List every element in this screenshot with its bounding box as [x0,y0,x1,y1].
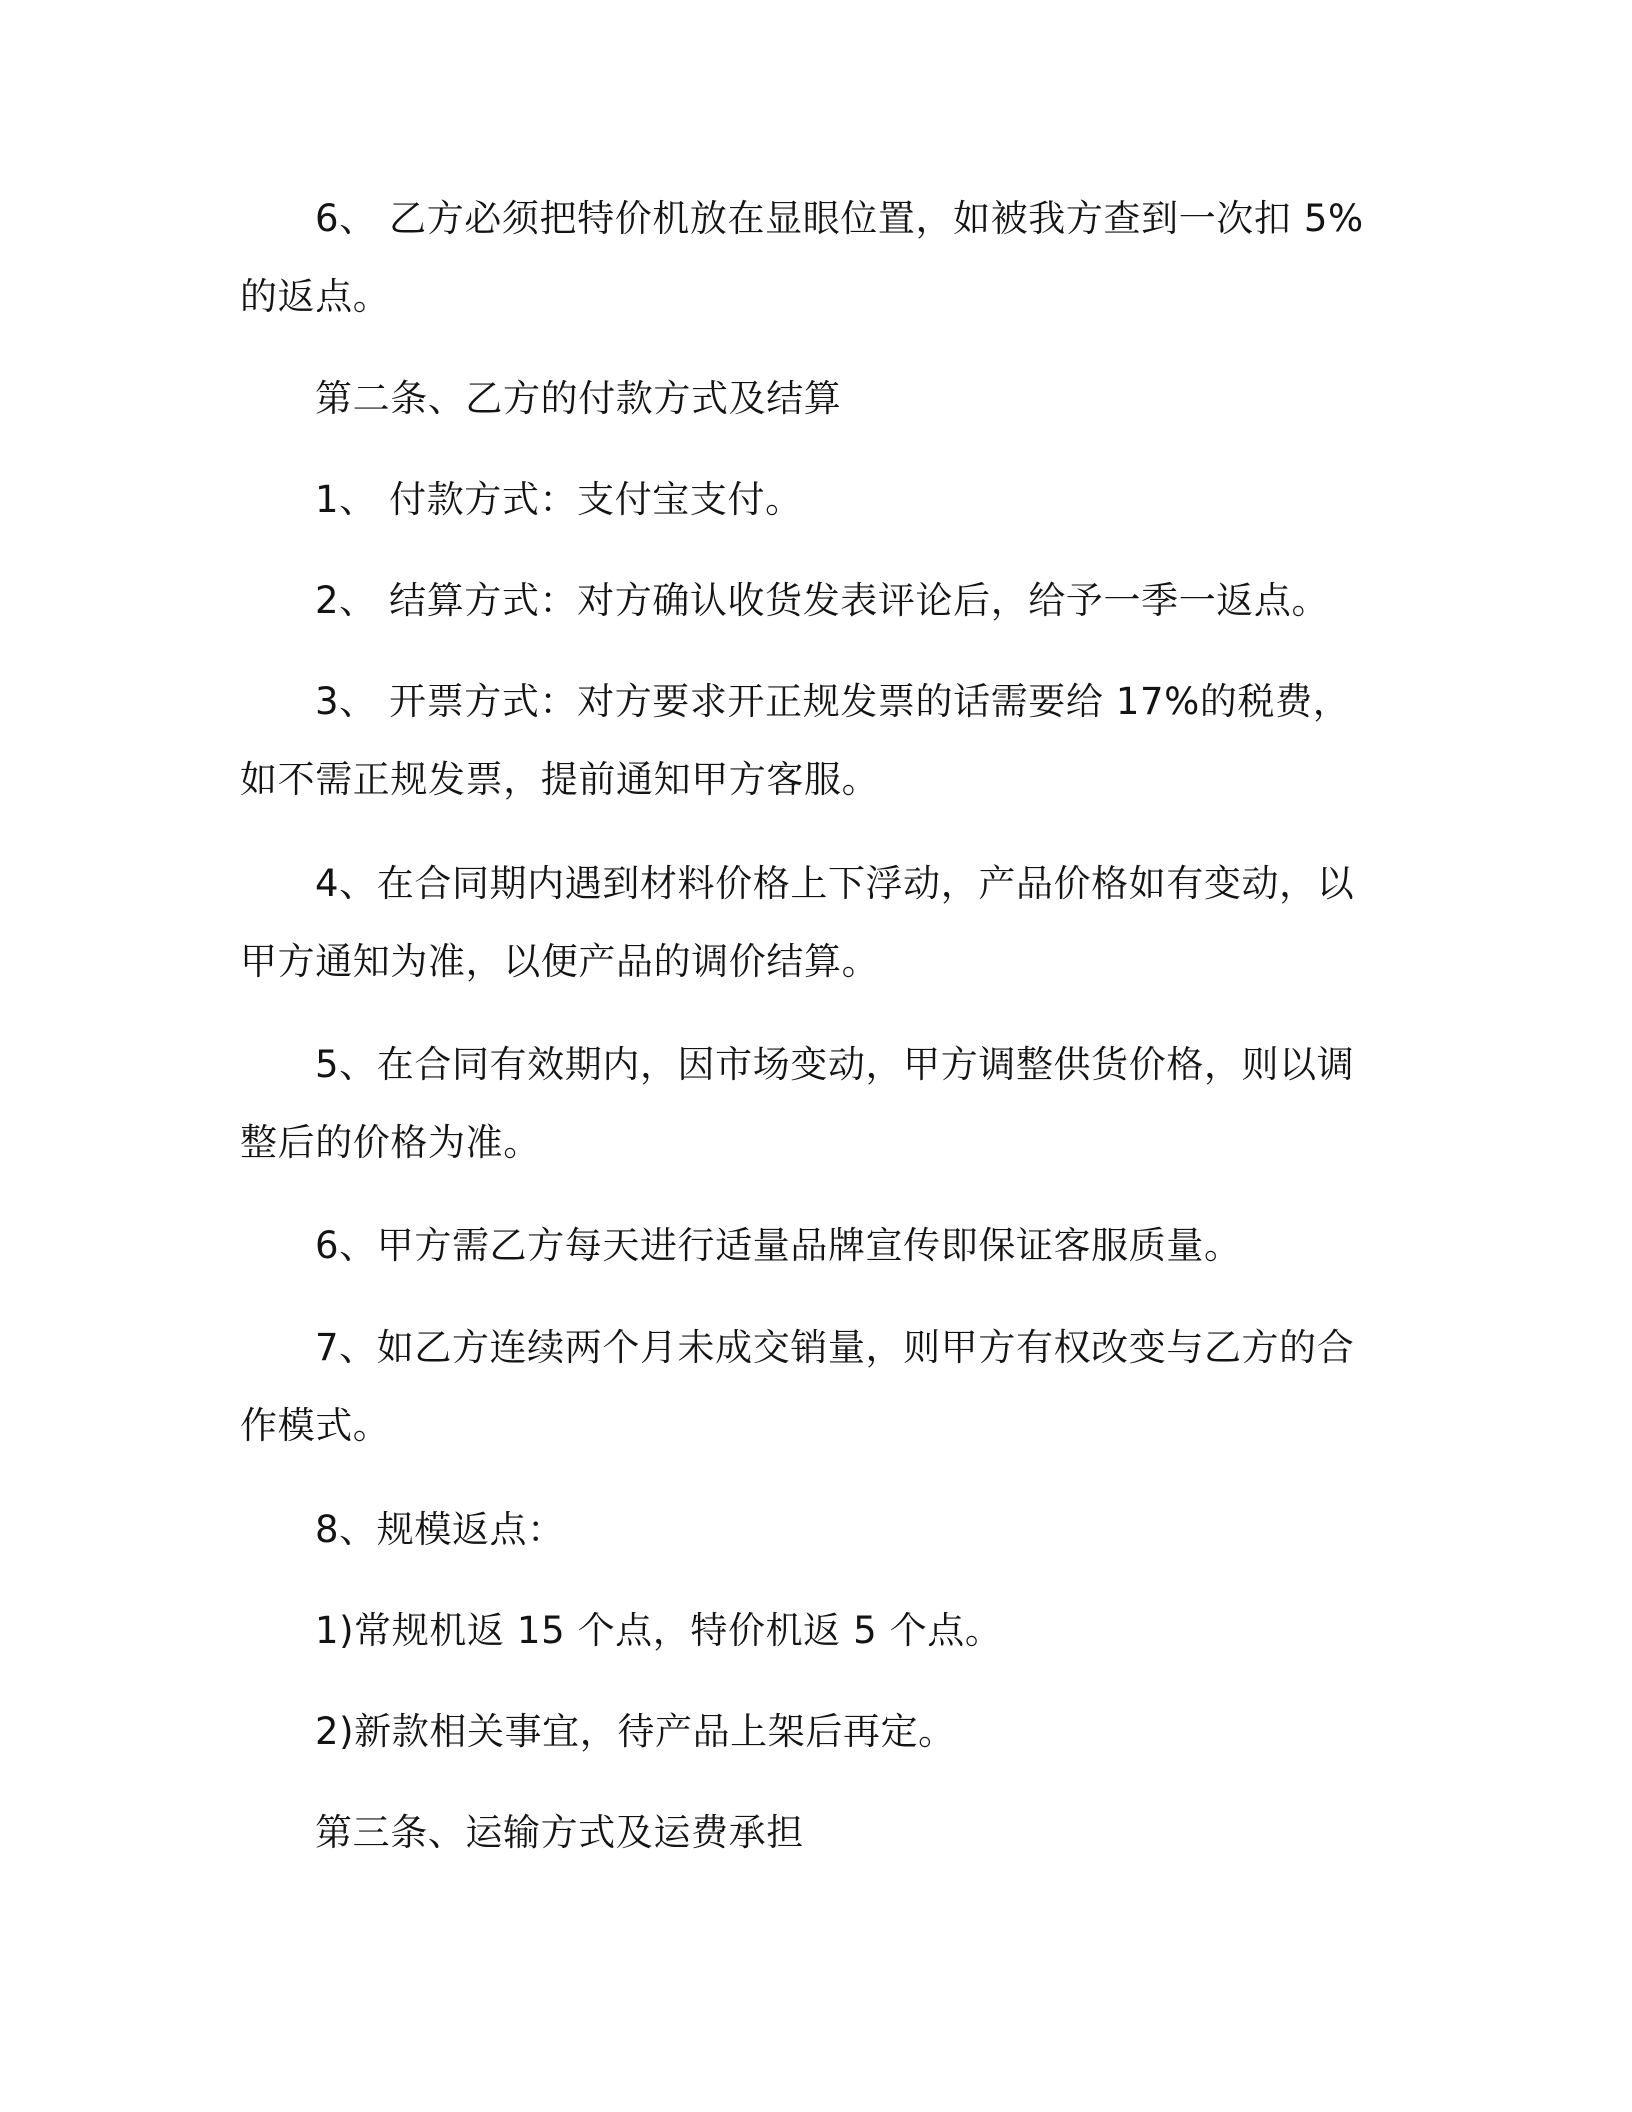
clause-item-2-settlement-method: 2、 结算方式：对方确认收货发表评论后，给予一季一返点。 [315,579,1330,622]
clause-item-7-cooperation-mode: 7、如乙方连续两个月未成交销量，则甲方有权改变与乙方的合作模式。 [240,1326,1355,1447]
clause-item-8-scale-rebate: 8、规模返点： [315,1508,565,1551]
clause-item-4-price-fluctuation: 4、在合同期内遇到材料价格上下浮动，产品价格如有变动，以甲方通知为准，以便产品的调价结算。 [240,862,1355,983]
clause-item-3-invoicing-method: 3、 开票方式：对方要求开正规发票的话需要给 17%的税费，如不需正规发票，提前通知甲方客服。 [240,680,1351,801]
rebate-sub-item-2: 2)新款相关事宜，待产品上架后再定。 [315,1710,956,1753]
clause-item-6-brand-promotion: 6、甲方需乙方每天进行适量品牌宣传即保证客服质量。 [315,1224,1242,1267]
clause-item-1-payment-method: 1、 付款方式：支付宝支付。 [315,478,803,521]
section-heading-article-2: 第二条、乙方的付款方式及结算 [315,377,842,420]
section-heading-article-3: 第三条、运输方式及运费承担 [315,1811,804,1854]
rebate-sub-item-1: 1)常规机返 15 个点，特价机返 5 个点。 [315,1609,1003,1652]
clause-item-5-supply-price-adjustment: 5、在合同有效期内，因市场变动，甲方调整供货价格，则以调整后的价格为准。 [240,1043,1355,1164]
clause-item-6-display-special-models: 6、 乙方必须把特价机放在显眼位置，如被我方查到一次扣 5%的返点。 [240,197,1364,318]
